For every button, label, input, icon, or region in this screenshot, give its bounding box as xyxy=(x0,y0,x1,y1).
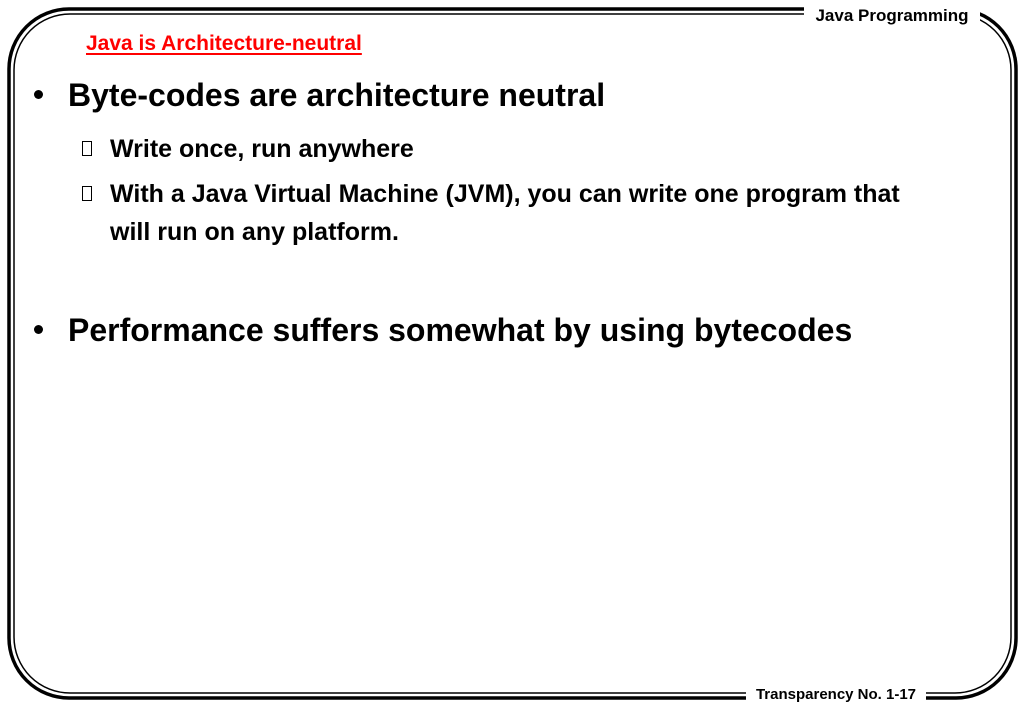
sub-bullet-text: Write once, run anywhere xyxy=(110,135,414,163)
page-number-label: Transparency No. 1-17 xyxy=(746,686,926,704)
course-title: Java Programming xyxy=(804,6,980,26)
bullet-text: Performance suffers somewhat by using bytecodes xyxy=(68,312,853,348)
sub-bullet-box-icon xyxy=(82,186,92,201)
sub-bullet-text: With a Java Virtual Machine (JVM), you can write one program that will run on any platform. xyxy=(110,180,900,246)
bullet-dot-icon xyxy=(34,325,43,334)
bullet-text: Byte-codes are architecture neutral xyxy=(68,77,606,113)
bullet-dot-icon xyxy=(34,90,43,99)
frame-inner-border xyxy=(14,14,1011,693)
sub-bullet-box-icon xyxy=(82,141,92,156)
slide-title: Java is Architecture-neutral xyxy=(86,32,362,55)
